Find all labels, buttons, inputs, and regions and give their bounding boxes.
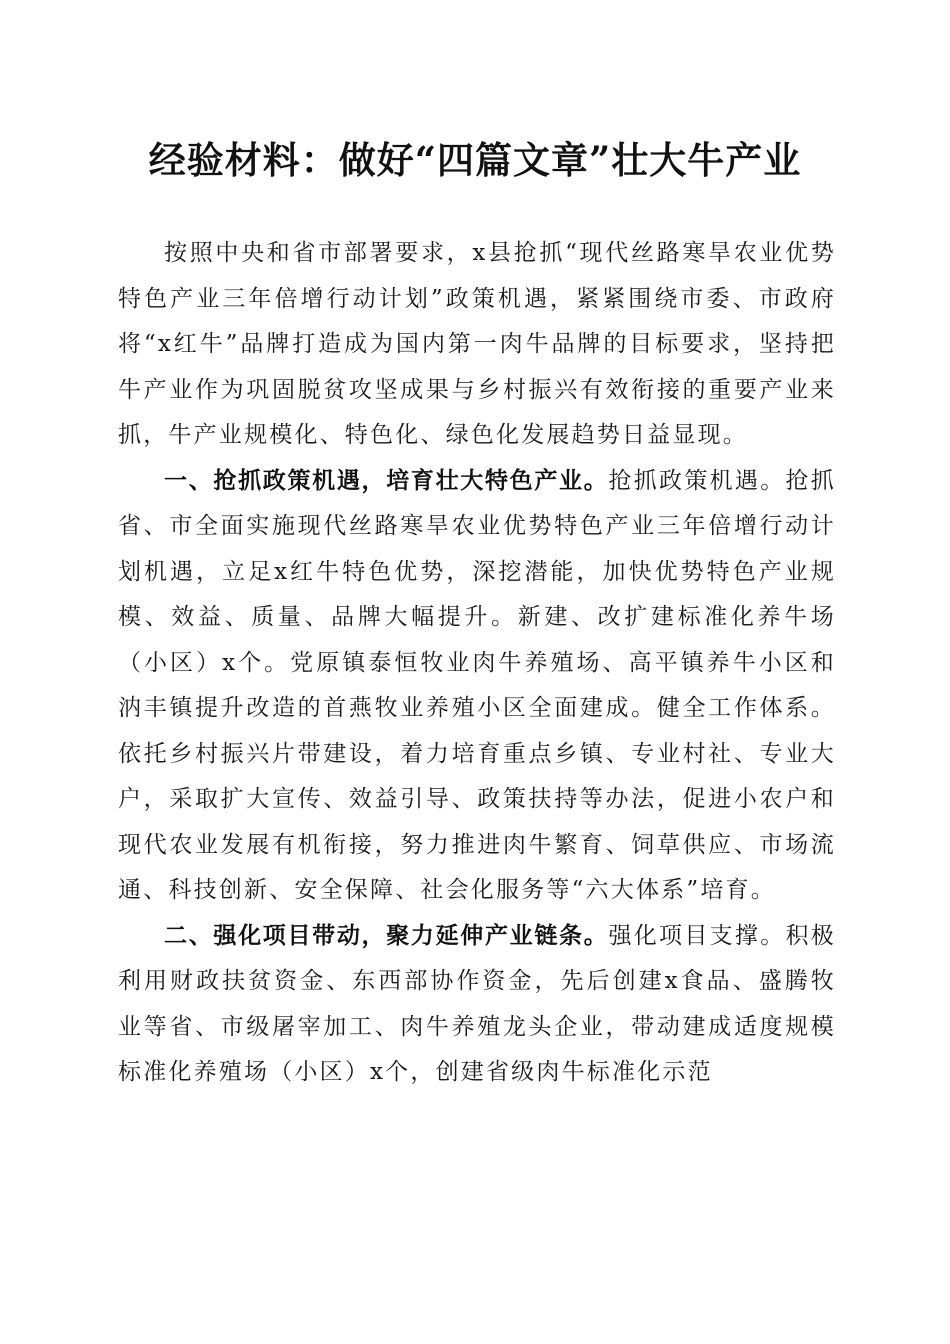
document-title: 经验材料：做好“四篇文章”壮大牛产业 [148,138,802,182]
section-heading-1: 一、抢抓政策机遇，培育壮大特色产业。 [164,467,609,494]
section-body-2: 强化项目支撑。积极利用财政扶贫资金、东西部协作资金，先后创建x食品、盛腾牧业等省、市级屠宰加工、肉牛养殖龙头企业，带动建成适度规模标准化养殖场（小区）x个，创建省级肉牛标准化示范 [118,922,836,1085]
section-paragraph-2 [118,914,836,1096]
intro-paragraph: 按照中央和省市部署要求，x县抢抓“现代丝路寒旱农业优势特色产业三年倍增行动计划”政策机遇，紧紧围绕市委、市政府将“x红牛”品牌打造成为国内第一肉牛品牌的目标要求，坚持把牛产业作为巩固脱贫攻坚成果与乡村振兴有效衔接的重要产业来抓，牛产业规模化、特色化、绿色化发展趋势日益显现。 [118,240,836,448]
document-body [118,231,836,1096]
section-body-1: 抢抓政策机遇。抢抓省、市全面实施现代丝路寒旱农业优势特色产业三年倍增行动计划机遇，立足x红牛特色优势，深挖潜能，加快优势特色产业规模、效益、质量、品牌大幅提升。新建、改扩建标准化养牛场（小区）x个。党原镇泰恒牧业肉牛养殖场、高平镇养牛小区和汭丰镇提升改造的首燕牧业养殖小区全面建成。健全工作体系。依托乡村振兴片带建设，着力培育重点乡镇、专业村社、专业大户，采取扩大宣传、效益引导、政策扶持等办法，促进小农户和现代农业发展有机衔接，努力推进肉牛繁育、饲草供应、市场流通、科技创新、安全保障、社会化服务等“六大体系”培育。 [118,467,836,903]
section-heading-2: 二、强化项目带动，聚力延伸产业链条。 [164,922,609,949]
section-paragraph-1 [118,459,836,914]
